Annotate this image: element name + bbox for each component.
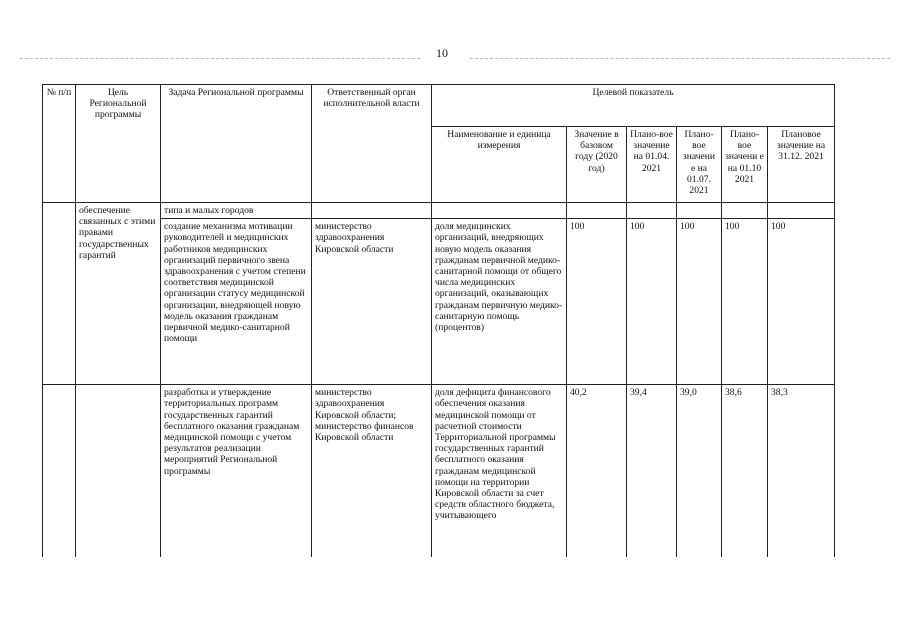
- header-goal: Цель Региональной программы: [76, 85, 161, 203]
- header-plan-0104: Плано-вое значение на 01.04. 2021: [627, 127, 677, 203]
- cell-authority: министерство здравоохранения Кировской области: [312, 219, 432, 385]
- cell-plan-3112: 38,3: [768, 385, 835, 558]
- header-plan-0110: Плано-вое значени е на 01.10 2021: [722, 127, 768, 203]
- cell-goal: обеспечение связанных с этими правами государственных гарантий: [76, 203, 161, 385]
- cell-indicator: доля медицинских организаций, внедряющих новую модель оказания гражданам первичной медико-санитарной помощи от общего числа медицинских организаций, оказывающих гражданам первичную медико-санитарную помощь (процентов): [432, 219, 567, 385]
- cell-indicator: доля дефицита финансового обеспечения оказания медицинской помощи от расчетной стоимости Территориальной программы государственных гарантий бесплатного оказания гражданам медицинской помощи на территории Кировской области за счет средств областного бюджета, учитывающего: [432, 385, 567, 558]
- cell-q3-continued: [722, 203, 768, 219]
- program-table: [42, 84, 835, 557]
- page-number: 10: [436, 46, 448, 60]
- table-row: [43, 385, 835, 558]
- header-num: № п/п: [43, 85, 76, 203]
- table-row: [43, 219, 835, 385]
- cell-plan-0107: 39,0: [677, 385, 722, 558]
- cell-plan-0104: 100: [627, 219, 677, 385]
- cell-plan-0110: 100: [722, 219, 768, 385]
- cell-q1-continued: [627, 203, 677, 219]
- header-divider-left: [20, 58, 420, 59]
- cell-plan-0110: 38,6: [722, 385, 768, 558]
- cell-num: [43, 385, 76, 558]
- header-authority: Ответственный орган исполнительной власти: [312, 85, 432, 203]
- cell-q4-continued: [768, 203, 835, 219]
- header-target: Целевой показатель: [432, 85, 835, 127]
- cell-task-continued: типа и малых городов: [161, 203, 312, 219]
- header-plan-0107: Плано-вое значени е на 01.07. 2021: [677, 127, 722, 203]
- cell-task: разработка и утверждение территориальных программ государственных гарантий бесплатного оказания гражданам медицинской помощи с учетом результатов реализации мероприятий Региональной программы: [161, 385, 312, 558]
- table-row-continued: [43, 203, 835, 219]
- cell-indicator-continued: [432, 203, 567, 219]
- cell-q2-continued: [677, 203, 722, 219]
- header-indicator-name: Наименование и единица измерения: [432, 127, 567, 203]
- header-task: Задача Региональной программы: [161, 85, 312, 203]
- cell-plan-3112: 100: [768, 219, 835, 385]
- cell-num: [43, 203, 76, 385]
- cell-base-value: 40,2: [567, 385, 627, 558]
- cell-authority: министерство здравоохранения Кировской области; министерство финансов Кировской области: [312, 385, 432, 558]
- cell-plan-0107: 100: [677, 219, 722, 385]
- cell-authority-continued: [312, 203, 432, 219]
- cell-task: создание механизма мотивации руководителей и медицинских работников медицинских организаций первичного звена здравоохранения с учетом степени соответствия медицинской организации статусу медицинской организации, внедряющей новую модель оказания гражданам первичной медико-санитарной помощи: [161, 219, 312, 385]
- header-base-value: Значение в базовом году (2020 год): [567, 127, 627, 203]
- cell-goal: [76, 385, 161, 558]
- header-plan-3112: Плановое значение на 31.12. 2021: [768, 127, 835, 203]
- header-divider-right: [470, 58, 890, 59]
- cell-plan-0104: 39,4: [627, 385, 677, 558]
- cell-base-continued: [567, 203, 627, 219]
- cell-base-value: 100: [567, 219, 627, 385]
